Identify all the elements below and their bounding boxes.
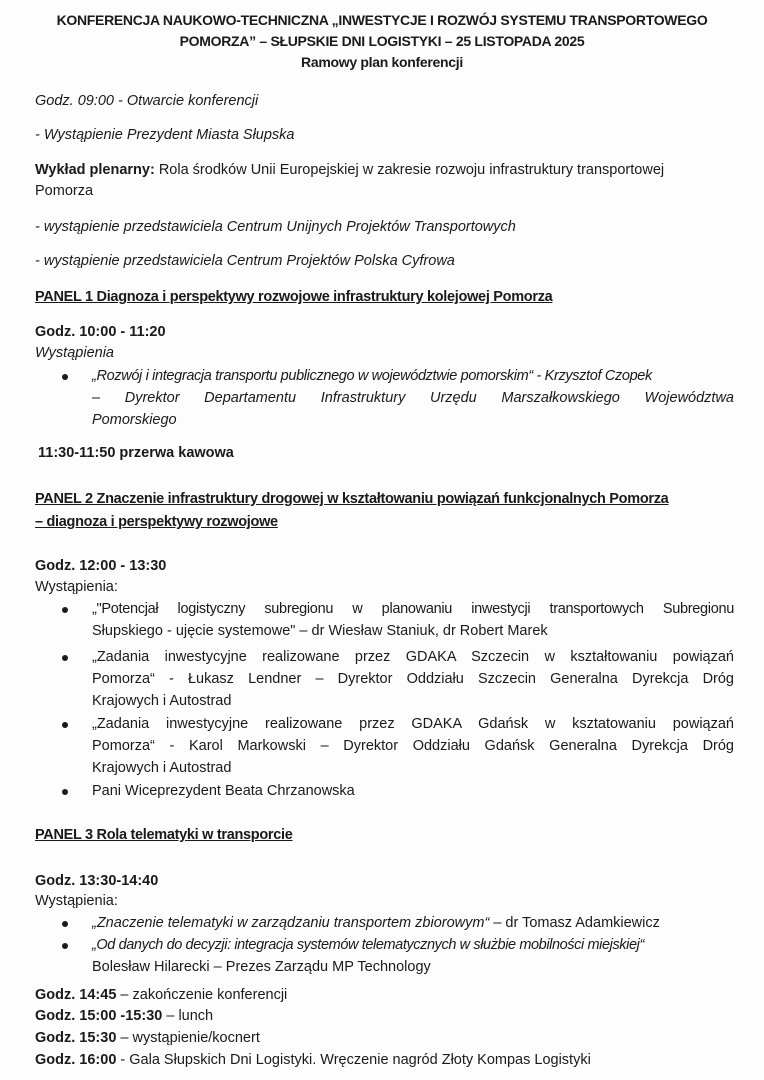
conference-title-line-1: KONFERENCJA NAUKOWO-TECHNICZNA „INWESTYCJE I ROZWÓJ SYSTEMU TRANSPORTOWEGO <box>56 12 708 28</box>
closing-item: Godz. 14:45 – zakończenie konferencji <box>35 987 288 1003</box>
closing-item: Godz. 16:00 - Gala Słupskich Dni Logistyki. Wręczenie nagród Złoty Kompas Logistyki <box>35 1052 591 1068</box>
speech-cupt: - wystąpienie przedstawiciela Centrum Unijnych Projektów Transportowych <box>35 219 516 235</box>
panel-2-speech-1: „"Potencjał logistyczny subregionu w planowaniu inwestycji transportowych Subregionu Słupskiego - ujęcie systemowe" – dr Wiesław Staniuk, dr Robert Marek <box>92 601 734 639</box>
bullet-icon <box>62 921 68 927</box>
panel-1-time: Godz. 10:00 - 11:20 <box>35 324 166 340</box>
coffee-break: 11:30-11:50 przerwa kawowa <box>38 445 234 461</box>
opening-time: Godz. 09:00 - Otwarcie konferencji <box>35 93 259 109</box>
bullet-icon <box>62 722 68 728</box>
bullet-icon <box>62 943 68 949</box>
panel-3-speech-1: „Znaczenie telematyki w zarządzaniu transportem zbiorowym“ – dr Tomasz Adamkiewicz <box>92 915 660 931</box>
bullet-icon <box>62 789 68 795</box>
speech-president: - Wystąpienie Prezydent Miasta Słupska <box>35 127 295 143</box>
speech-cppc: - wystąpienie przedstawiciela Centrum Projektów Polska Cyfrowa <box>35 253 455 269</box>
panel-2-time: Godz. 12:00 - 13:30 <box>35 558 167 574</box>
bullet-icon <box>62 374 68 380</box>
plenary-text: Rola środków Unii Europejskiej w zakresie rozwoju infrastruktury transportowej <box>154 162 665 178</box>
panel-1-speeches-label: Wystąpienia <box>35 345 114 361</box>
panel-3-speech-2: „Od danych do decyzji: integracja systemów telematycznych w służbie mobilności miejskiej“ Bolesław Hilarecki – Prezes Zarządu MP Technology <box>92 937 644 975</box>
closing-item: Godz. 15:30 – wystąpienie/kocnert <box>35 1030 260 1046</box>
plenary-lecture <box>35 160 735 180</box>
panel-2-speech-4: Pani Wiceprezydent Beata Chrzanowska <box>92 783 355 799</box>
panel-2-speech-3: „Zadania inwestycyjne realizowane przez GDAKA Gdańsk w ksztatowaniu powiązań Pomorza“ - Karol Markowski – Dyrektor Oddziału Gdańsk Generalna Dyrekcja Dróg Krajowych i Autostrad <box>92 716 734 776</box>
panel-3-time: Godz. 13:30-14:40 <box>35 873 159 889</box>
panel-3-title: PANEL 3 Rola telematyki w transporcie <box>35 827 293 843</box>
plenary-text-cont: Pomorza <box>35 183 94 199</box>
panel-3-speeches-label: Wystąpienia: <box>35 893 118 909</box>
panel-2-speeches-label: Wystąpienia: <box>35 579 118 595</box>
conference-title-line-2: POMORZA” – SŁUPSKIE DNI LOGISTYKI – 25 LISTOPADA 2025 <box>179 33 585 49</box>
panel-1-title: PANEL 1 Diagnoza i perspektywy rozwojowe infrastruktury kolejowej Pomorza <box>35 289 553 305</box>
bullet-icon <box>62 655 68 661</box>
panel-2-title-line-2: – diagnoza i perspektywy rozwojowe <box>35 514 278 530</box>
panel-2-title-line-1: PANEL 2 Znaczenie infrastruktury drogowej w kształtowaniu powiązań funkcjonalnych Pomorza <box>35 491 669 507</box>
bullet-icon <box>62 607 68 613</box>
programme-subtitle: Ramowy plan konferencji <box>301 54 463 70</box>
closing-item: Godz. 15:00 -15:30 – lunch <box>35 1008 214 1024</box>
panel-1-speech-1: „Rozwój i integracja transportu publicznego w województwie pomorskim“ - Krzysztof Czopek – Dyrektor Departamentu Infrastruktury Urzędu Marszałkowskiego Województwa Pomorskiego <box>92 368 734 428</box>
plenary-label: Wykład plenarny: <box>35 162 155 178</box>
panel-2-speech-2: „Zadania inwestycyjne realizowane przez GDAKA Szczecin w kształtowaniu powiązań Pomorza“ - Łukasz Lendner – Dyrektor Oddziału Szczecin Generalna Dyrekcja Dróg Krajowych i Autostrad <box>92 649 734 709</box>
